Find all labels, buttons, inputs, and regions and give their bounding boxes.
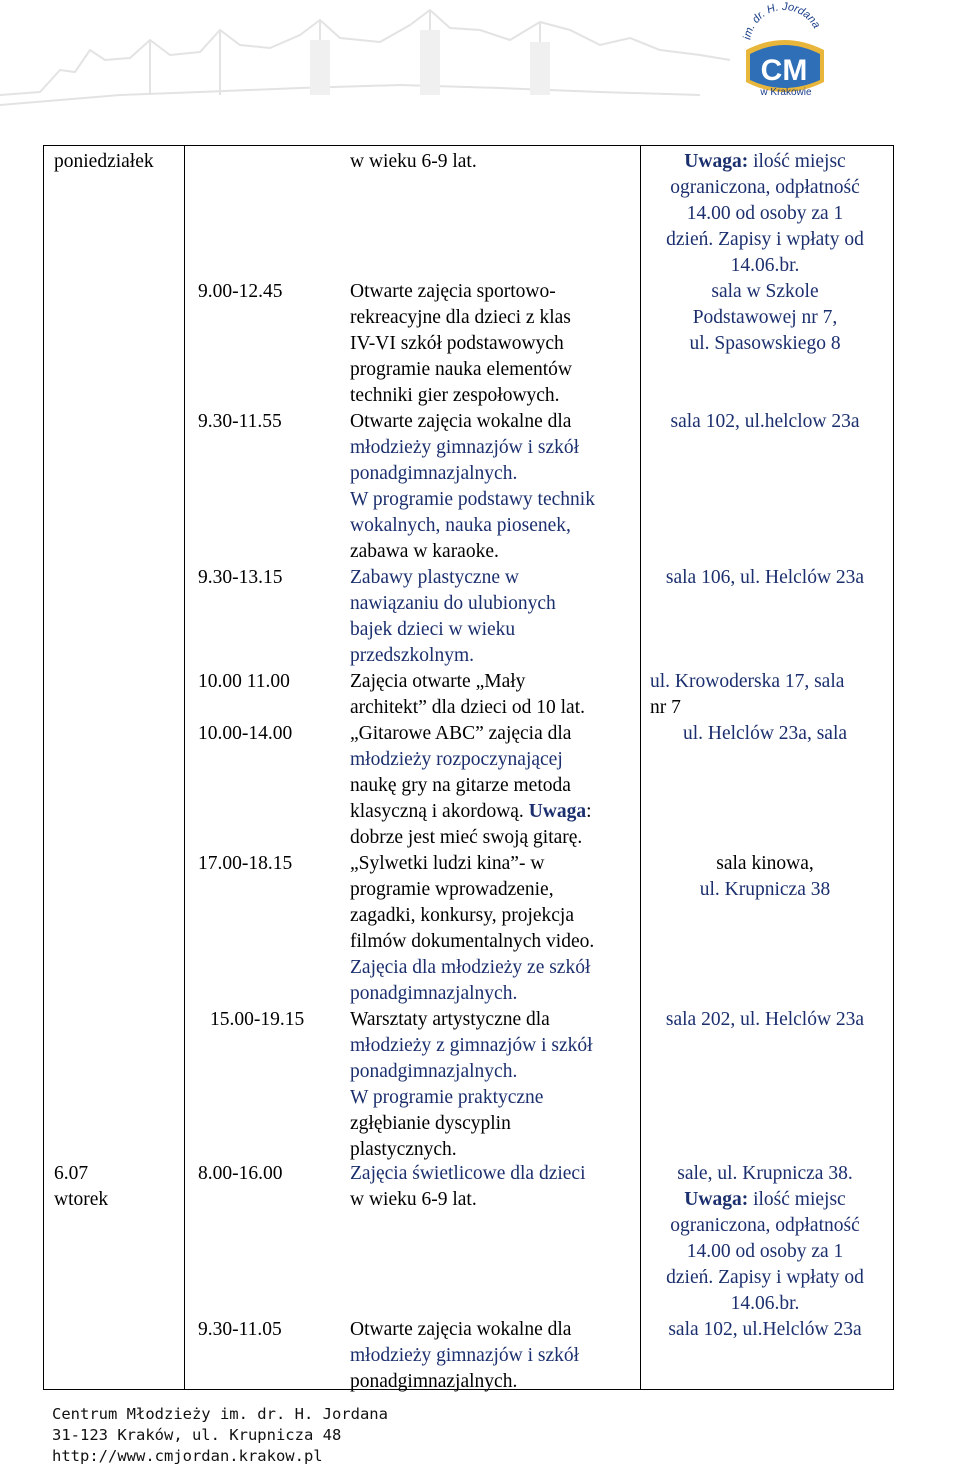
description-cell: w wieku 6-9 lat.: [350, 151, 477, 172]
description-cell: Zabawy plastyczne w nawiązaniu do ulubionych bajek dzieci w wieku przedszkolnym.: [350, 567, 556, 666]
description-cell: Otwarte zajęcia wokalne dla młodzieży gimnazjów i szkół ponadgimnazjalnych. W programie podstawy technik wokalnych, nauka piosenek, zabawa w karaoke.: [350, 411, 595, 562]
header-band: [0, 0, 960, 110]
footer-address-line: 31-123 Kraków, ul. Krupnicza 48: [52, 1426, 342, 1444]
time-cell: 10.00-14.00: [198, 723, 293, 744]
notice-rest: ilość miejsc: [748, 1189, 846, 1210]
time-cell: 9.30-13.15: [198, 567, 283, 588]
column-divider-place: [640, 146, 641, 1389]
place-cell: ul. Krowoderska 17, sala nr 7: [650, 671, 845, 718]
time-cell: 10.00 11.00: [198, 671, 290, 692]
notice-rest: ilość miejsc: [748, 151, 846, 172]
footer-organization: Centrum Młodzieży im. dr. H. Jordana: [52, 1405, 388, 1423]
description-cell: Zajęcia otwarte „Mały architekt” dla dzieci od 10 lat.: [350, 671, 585, 718]
place-cell: sala 106, ul. Helclów 23a: [665, 567, 865, 588]
footer-address: [52, 1404, 388, 1467]
cm-logo: [732, 2, 832, 102]
time-cell: 15.00-19.15: [210, 1009, 305, 1030]
place-cell: sala w Szkole Podstawowej nr 7, ul. Spasowskiego 8: [689, 281, 841, 354]
description-cell: Otwarte zajęcia wokalne dla młodzieży gimnazjów i szkół ponadgimnazjalnych.: [350, 1319, 580, 1392]
notice-label: Uwaga:: [684, 151, 749, 172]
place-cell: sala kinowa, ul. Krupnicza 38: [699, 853, 831, 900]
place-cell: Uwaga: ilość miejsc ograniczona, odpłatność 14.00 od osoby za 1 dzień. Zapisy i wpłaty od 14.06.br.: [666, 151, 864, 276]
description-cell: Zajęcia świetlicowe dla dzieci w wieku 6-9 lat.: [350, 1163, 586, 1210]
description-cell: Otwarte zajęcia sportowo- rekreacyjne dla dzieci z klas IV-VI szkół podstawowych programie nauka elementów techniki gier zespołowych.: [350, 281, 572, 406]
footer-website-link[interactable]: http://www.cmjordan.krakow.pl: [52, 1447, 323, 1465]
place-cell: sale, ul. Krupnicza 38. Uwaga: ilość miejsc ograniczona, odpłatność 14.00 od osoby za 1 dzień. Zapisy i wpłaty od 14.06.br.: [666, 1163, 864, 1314]
column-divider-day: [184, 146, 185, 1389]
place-cell: sala 202, ul. Helclów 23a: [665, 1009, 865, 1030]
time-cell: 9.00-12.45: [198, 281, 283, 302]
logo-initials: CM: [760, 54, 808, 87]
description-cell: Warsztaty artystyczne dla młodzieży z gimnazjów i szkół ponadgimnazjalnych. W programie praktyczne zgłębianie dyscyplin plastycznych.: [350, 1009, 593, 1160]
place-cell: sala 102, ul.Helclów 23a: [668, 1319, 862, 1340]
day-cell: 6.07 wtorek: [54, 1163, 109, 1210]
description-cell: „Sylwetki ludzi kina”- w programie wprowadzenie, zagadki, konkursy, projekcja filmów dokumentalnych video. Zajęcia dla młodzieży ze szkół ponadgimnazjalnych.: [350, 853, 595, 1004]
description-cell: „Gitarowe ABC” zajęcia dla młodzieży rozpoczynającej naukę gry na gitarze metoda klasyczną i akordową. Uwaga: dobrze jest mieć swoją gitarę.: [350, 723, 592, 848]
place-cell: sala 102, ul.helclow 23a: [670, 411, 860, 432]
place-cell: ul. Helclów 23a, sala: [682, 723, 848, 744]
time-cell: 17.00-18.15: [198, 853, 293, 874]
time-cell: 8.00-16.00: [198, 1163, 283, 1184]
day-cell: poniedziałek: [54, 151, 154, 172]
schedule-table: [43, 145, 894, 1390]
time-cell: 9.30-11.55: [198, 411, 282, 432]
logo-arc-text: im. dr. H. Jordana: [741, 2, 823, 41]
notice-label: Uwaga: [528, 801, 587, 822]
notice-label: Uwaga:: [684, 1189, 749, 1210]
logo-city: w Krakowie: [760, 87, 812, 98]
time-cell: 9.30-11.05: [198, 1319, 282, 1340]
